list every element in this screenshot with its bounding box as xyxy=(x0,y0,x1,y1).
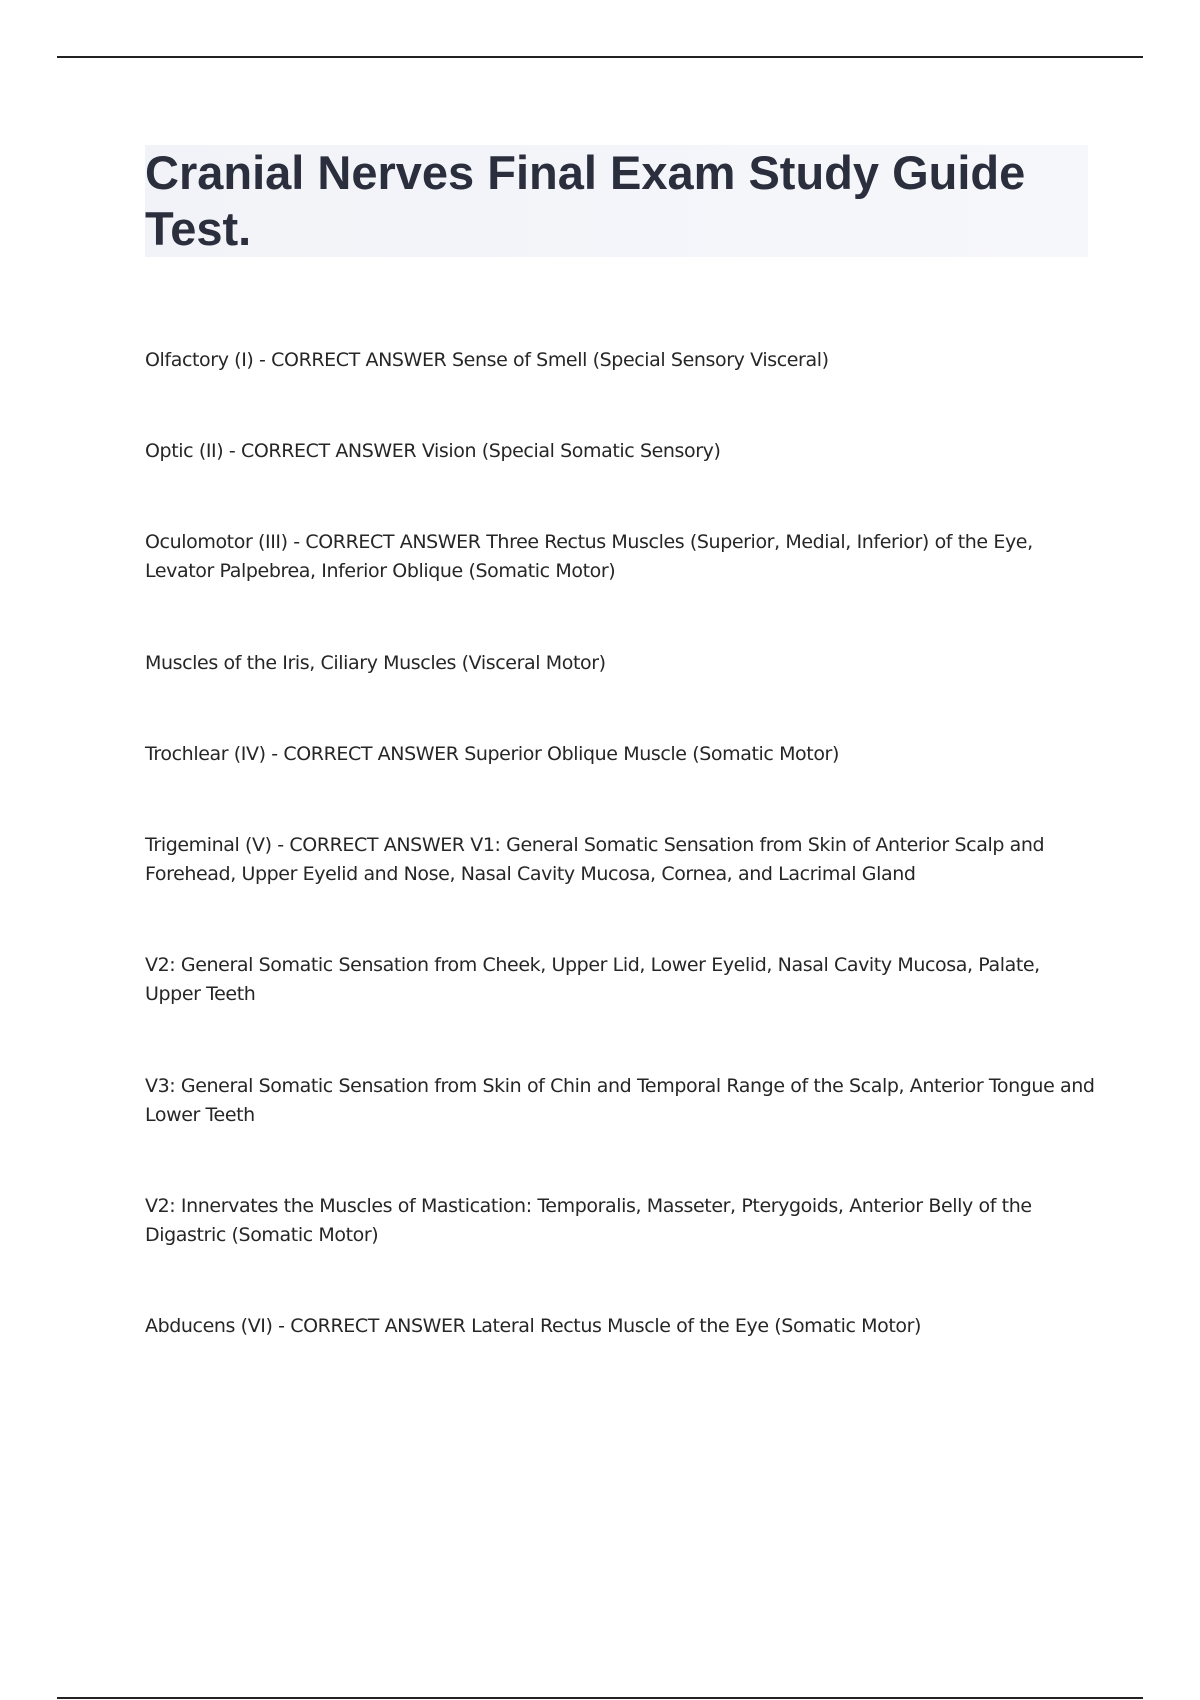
entry-oculomotor-visceral: Muscles of the Iris, Ciliary Muscles (Visceral Motor) xyxy=(145,652,606,674)
entry-trigeminal-v2: V2: General Somatic Sensation from Cheek, Upper Lid, Lower Eyelid, Nasal Cavity Mucosa, Palate, Upper Teeth xyxy=(145,954,1040,1005)
page-title: Cranial Nerves Final Exam Study Guide Test. xyxy=(145,146,1026,255)
entry-olfactory: Olfactory (I) - CORRECT ANSWER Sense of Smell (Special Sensory Visceral) xyxy=(145,349,829,371)
entry-oculomotor: Oculomotor (III) - CORRECT ANSWER Three Rectus Muscles (Superior, Medial, Inferior) of the Eye, Levator Palpebrea, Inferior Oblique (Somatic Motor) xyxy=(145,531,1033,582)
title-band xyxy=(145,145,1088,257)
entry-trochlear: Trochlear (IV) - CORRECT ANSWER Superior Oblique Muscle (Somatic Motor) xyxy=(145,743,839,765)
entry-optic: Optic (II) - CORRECT ANSWER Vision (Special Somatic Sensory) xyxy=(145,440,721,462)
entry-trigeminal-v3: V3: General Somatic Sensation from Skin of Chin and Temporal Range of the Scalp, Anterior Tongue and Lower Teeth xyxy=(145,1075,1095,1126)
top-divider xyxy=(57,56,1143,58)
entry-trigeminal-v1: Trigeminal (V) - CORRECT ANSWER V1: General Somatic Sensation from Skin of Anterior Scalp and Forehead, Upper Eyelid and Nose, Nasal Cavity Mucosa, Cornea, and Lacrimal Gland xyxy=(145,834,1045,885)
entry-abducens: Abducens (VI) - CORRECT ANSWER Lateral Rectus Muscle of the Eye (Somatic Motor) xyxy=(145,1315,922,1337)
bottom-divider xyxy=(57,1697,1143,1699)
entry-trigeminal-motor: V2: Innervates the Muscles of Mastication: Temporalis, Masseter, Pterygoids, Anterior Belly of the Digastric (Somatic Motor) xyxy=(145,1195,1032,1246)
